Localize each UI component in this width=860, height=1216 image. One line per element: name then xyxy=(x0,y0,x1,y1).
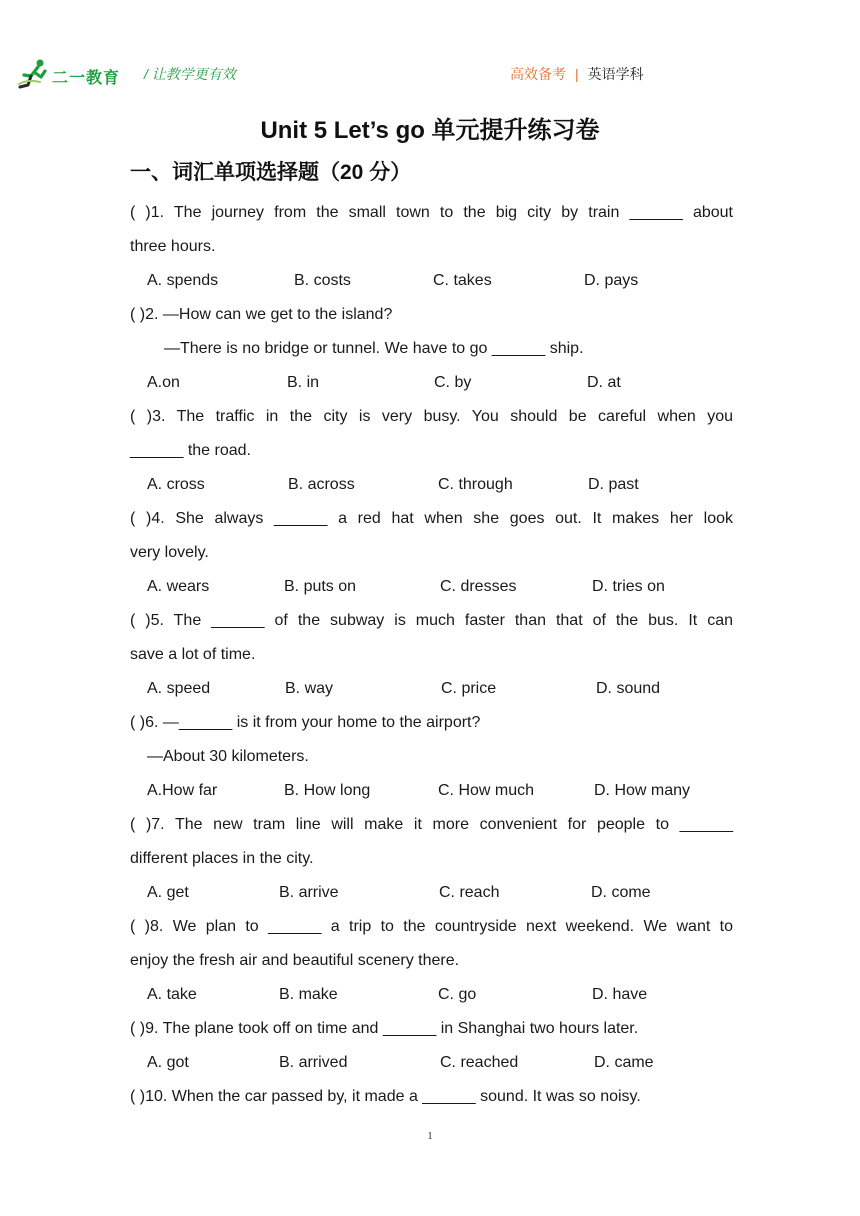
option-b: B. arrived xyxy=(279,1054,348,1071)
option-a: A. cross xyxy=(147,476,205,493)
option-c: C. reached xyxy=(440,1054,519,1071)
question-item xyxy=(130,706,733,808)
question-item xyxy=(130,604,733,706)
option-c: C. dresses xyxy=(440,578,517,595)
answer-options xyxy=(130,570,733,604)
running-person-icon xyxy=(16,58,56,90)
answer-options xyxy=(130,264,733,298)
option-b: B. way xyxy=(285,680,334,697)
question-item xyxy=(130,910,733,1012)
option-c: C. through xyxy=(438,476,513,493)
option-d: D. came xyxy=(594,1054,654,1071)
option-a: A.How far xyxy=(147,782,218,799)
question-item xyxy=(130,400,733,502)
option-b: B. make xyxy=(279,986,338,1003)
question-text: ( )3. The traffic in the city is very busy. You should be careful when you xyxy=(130,408,733,425)
answer-options xyxy=(130,468,733,502)
question-text: ( )10. When the car passed by, it made a ______ sound. It was so noisy. xyxy=(130,1088,641,1105)
option-a: A. speed xyxy=(147,680,211,697)
question-item xyxy=(130,1012,733,1080)
option-a: A. spends xyxy=(147,272,219,289)
answer-options xyxy=(130,876,733,910)
question-text: ( )1. The journey from the small town to the big city by train ______ about xyxy=(130,204,733,221)
question-text-continued: three hours. xyxy=(130,238,216,255)
page-title: Unit 5 Let’s go 单元提升练习卷 xyxy=(260,117,600,144)
question-text-continued: different places in the city. xyxy=(130,850,314,867)
answer-options xyxy=(130,774,733,808)
option-b: B. across xyxy=(288,476,355,493)
question-list xyxy=(130,196,733,1114)
option-d: D. tries on xyxy=(592,578,665,595)
header-right xyxy=(510,64,644,84)
option-a: A. take xyxy=(147,986,197,1003)
header-slogan: / 让教学更有效 xyxy=(144,66,236,82)
question-text-continued: —About 30 kilometers. xyxy=(147,748,309,765)
option-a: A. wears xyxy=(147,578,210,595)
option-b: B. puts on xyxy=(284,578,357,595)
option-d: D. How many xyxy=(594,782,691,799)
question-text: ( )9. The plane took off on time and ______ in Shanghai two hours later. xyxy=(130,1020,639,1037)
option-b: B. arrive xyxy=(279,884,339,901)
question-text-continued: —There is no bridge or tunnel. We have to go ______ ship. xyxy=(164,340,584,357)
option-c: C. go xyxy=(438,986,477,1003)
question-text-continued: very lovely. xyxy=(130,544,209,561)
option-a: A.on xyxy=(147,374,180,391)
option-c: C. by xyxy=(434,374,472,391)
option-c: C. takes xyxy=(433,272,492,289)
header-separator: | xyxy=(575,66,579,82)
answer-options xyxy=(130,1046,733,1080)
header-subject: 英语学科 xyxy=(587,66,644,82)
option-d: D. have xyxy=(592,986,648,1003)
option-b: B. costs xyxy=(294,272,351,289)
section-heading: 一、词汇单项选择题（20 分） xyxy=(130,161,412,184)
option-a: A. got xyxy=(147,1054,189,1071)
question-text: ( )7. The new tram line will make it more convenient for people to ______ xyxy=(130,816,733,833)
logo-text: 二一教育 xyxy=(52,70,121,87)
question-text-continued: enjoy the fresh air and beautiful scenery there. xyxy=(130,952,460,969)
option-d: D. sound xyxy=(596,680,661,697)
question-item xyxy=(130,298,733,400)
question-item xyxy=(130,196,733,298)
option-d: D. pays xyxy=(584,272,639,289)
question-item xyxy=(130,502,733,604)
option-c: C. price xyxy=(441,680,497,697)
question-text: ( )8. We plan to ______ a trip to the countryside next weekend. We want to xyxy=(130,918,733,935)
option-d: D. at xyxy=(587,374,621,391)
option-c: C. How much xyxy=(438,782,535,799)
question-text: ( )6. —______ is it from your home to the airport? xyxy=(130,714,481,731)
question-text-continued: save a lot of time. xyxy=(130,646,256,663)
option-b: B. How long xyxy=(284,782,371,799)
answer-options xyxy=(130,366,733,400)
question-text-continued: ______ the road. xyxy=(130,442,251,459)
option-a: A. get xyxy=(147,884,189,901)
question-text: ( )5. The ______ of the subway is much faster than that of the bus. It can xyxy=(130,612,733,629)
brand-logo xyxy=(16,58,126,90)
page-number: 1 xyxy=(427,1130,433,1142)
option-d: D. come xyxy=(591,884,651,901)
option-c: C. reach xyxy=(439,884,500,901)
answer-options xyxy=(130,672,733,706)
question-item xyxy=(130,808,733,910)
question-text: ( )2. —How can we get to the island? xyxy=(130,306,393,323)
header-tagline: 高效备考 xyxy=(510,66,566,82)
question-text: ( )4. She always ______ a red hat when she goes out. It makes her look xyxy=(130,510,733,527)
page-header xyxy=(0,56,860,92)
option-b: B. in xyxy=(287,374,320,391)
option-d: D. past xyxy=(588,476,639,493)
question-item xyxy=(130,1080,733,1114)
answer-options xyxy=(130,978,733,1012)
